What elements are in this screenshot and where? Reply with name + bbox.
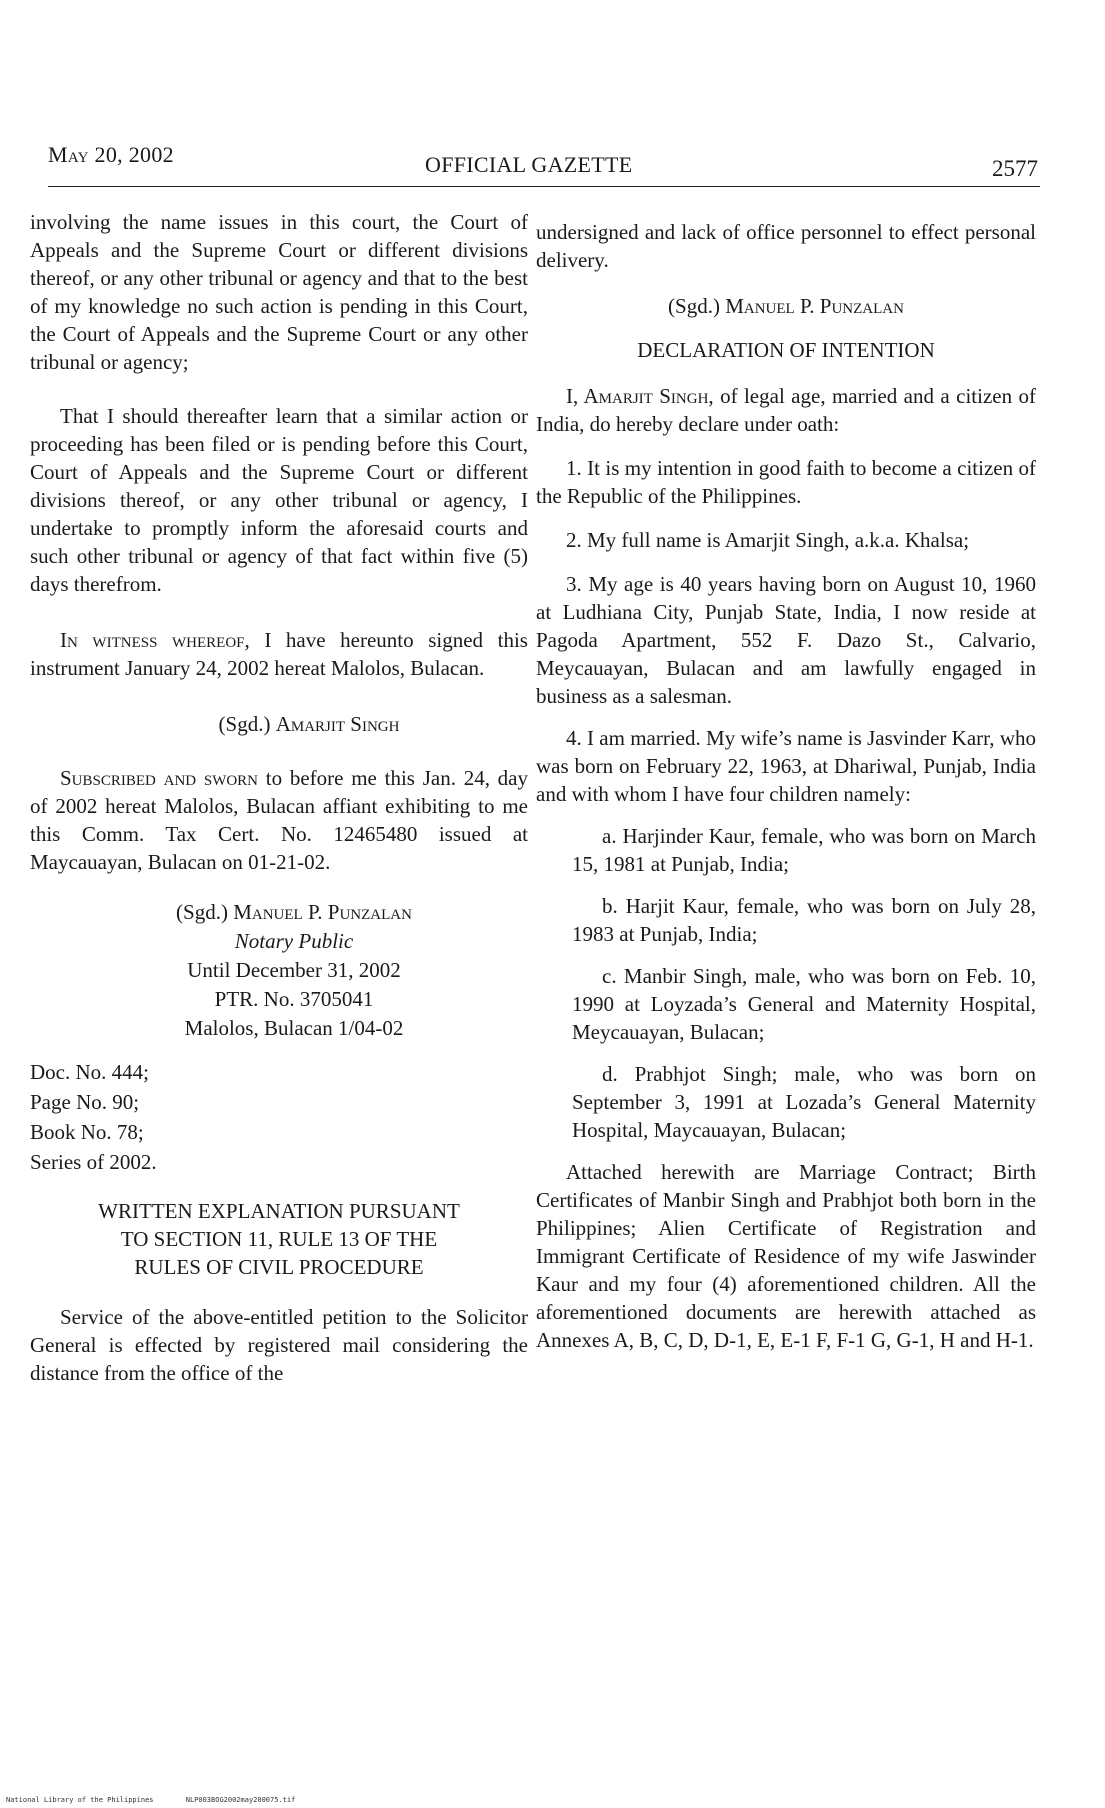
child-item: c. Manbir Singh, male, who was born on Feb. 10, 1990 at Loyzada’s General and Maternity Hospital, Meycauayan, Bulacan;	[572, 964, 1036, 1044]
doc-line: Book No. 78;	[30, 1120, 144, 1144]
subscribed-lead: Subscribed and sworn	[60, 766, 259, 790]
left-paragraph-2: That I should thereafter learn that a similar action or proceeding has been filed or is pending before this Court, Court of Appeals and the Supreme Court or different divisions thereof, or any other tribunal or agency, I undertake to promptly inform the aforesaid courts and such other tribunal or agency of that fact within five (5) days therefrom.	[30, 404, 528, 596]
notary-place: Malolos, Bulacan 1/04-02	[184, 1016, 404, 1040]
notary-title: Notary Public	[234, 929, 354, 953]
heading-line: TO SECTION 11, RULE 13 OF THE	[120, 1227, 438, 1251]
scan-footer	[6, 1796, 323, 1804]
declaration-item-4: 4. I am married. My wife’s name is Jasvinder Karr, who was born on February 22, 1963, at Dhariwal, Punjab, India and with whom I have four children namely:	[536, 726, 1036, 806]
header-title: OFFICIAL GAZETTE	[425, 152, 633, 177]
left-paragraph-3	[30, 626, 528, 682]
notary-block	[30, 898, 528, 1043]
footer-file: NLP003BOG2002may200075.tif	[185, 1796, 296, 1804]
heading-line: WRITTEN EXPLANATION PURSUANT	[98, 1199, 460, 1223]
left-paragraph-5: Service of the above-entitled petition to the Solicitor General is effected by registered mail considering the distance from the office of the	[30, 1305, 528, 1385]
attached-paragraph: Attached herewith are Marriage Contract; Birth Certificates of Manbir Singh and Prabhjot both born in the Philippines; Alien Certificate of Registration and Immigrant Certificate of Residence of my wife Jaswinder Kaur and my four (4) aforementioned children. All the aforementioned documents are herewith attached as Annexes A, B, C, D, D-1, E, E-1 F, F-1 G, G-1, H and H-1.	[536, 1160, 1036, 1352]
declaration-item-3: 3. My age is 40 years having born on August 10, 1960 at Ludhiana City, Punjab State, India, I now reside at Pagoda Apartment, 552 F. Dazo St., Calvario, Meycauayan, Bulacan and am lawfully engaged in business as a salesman.	[536, 572, 1036, 708]
declaration-intro	[536, 382, 1036, 438]
signatory-name: Amarjit Singh	[275, 712, 400, 736]
left-column	[30, 208, 528, 1387]
declaration-item-2: 2. My full name is Amarjit Singh, a.k.a. Khalsa;	[566, 528, 970, 552]
children-list	[536, 822, 1036, 1144]
intro-text: of legal age, married and a citizen of India, do hereby declare under oath:	[536, 384, 1036, 436]
witness-lead: In witness whereof,	[60, 628, 250, 652]
right-paragraph-1: undersigned and lack of office personnel to effect personal delivery.	[536, 220, 1036, 272]
header-rule	[48, 186, 1040, 187]
doc-line: Doc. No. 444;	[30, 1060, 149, 1084]
sgd-prefix: (Sgd.)	[668, 294, 726, 318]
notary-sgd-prefix: (Sgd.)	[176, 900, 234, 924]
left-paragraph-4	[30, 764, 528, 876]
child-item: a. Harjinder Kaur, female, who was born on March 15, 1981 at Punjab, India;	[572, 824, 1036, 876]
doc-line: Page No. 90;	[30, 1090, 140, 1114]
footer-library: National Library of the Philippines	[6, 1796, 154, 1804]
doc-lines	[30, 1057, 528, 1177]
doc-line: Series of 2002.	[30, 1150, 157, 1174]
notary-name: Manuel P. Punzalan	[233, 900, 412, 924]
declaration-item-1: 1. It is my intention in good faith to become a citizen of the Republic of the Philippines.	[536, 456, 1036, 508]
left-paragraph-1: involving the name issues in this court, the Court of Appeals and the Supreme Court or different divisions thereof, or any other tribunal or agency and that to the best of my knowledge no such action is pending in this Court, the Court of Appeals and the Supreme Court or any other tribunal or agency;	[30, 210, 528, 374]
sgd-prefix: (Sgd.)	[218, 712, 276, 736]
subscribed-text: to before me this Jan. 24, day of 2002 hereat Malolos, Bulacan affiant exhibiting to me this Comm. Tax Cert. No. 12465480 issued at Maycauayan, Bulacan on 01-21-02.	[30, 766, 529, 874]
signatory-name: Manuel P. Punzalan	[725, 294, 904, 318]
written-explanation-heading	[30, 1197, 528, 1281]
header-date: May 20, 2002	[48, 142, 174, 167]
notary-ptr: PTR. No. 3705041	[214, 987, 374, 1011]
declaration-heading: DECLARATION OF INTENTION	[637, 338, 935, 362]
header-page-number: 2577	[992, 156, 1038, 181]
signature-punzalan	[536, 292, 1036, 320]
witness-text: I have hereunto signed this instrument January 24, 2002 hereat Malolos, Bulacan.	[30, 628, 528, 680]
child-item: d. Prabhjot Singh; male, who was born on September 3, 1991 at Lozada’s General Maternity Hospital, Maycauayan, Bulacan;	[572, 1062, 1036, 1142]
child-item: b. Harjit Kaur, female, who was born on July 28, 1983 at Punjab, India;	[572, 894, 1036, 946]
heading-line: RULES OF CIVIL PROCEDURE	[134, 1255, 424, 1279]
page-header	[48, 142, 1038, 182]
signature-amarjit	[30, 710, 528, 738]
right-column	[536, 218, 1036, 1354]
intro-lead: I, Amarjit Singh,	[566, 384, 714, 408]
notary-until: Until December 31, 2002	[187, 958, 401, 982]
